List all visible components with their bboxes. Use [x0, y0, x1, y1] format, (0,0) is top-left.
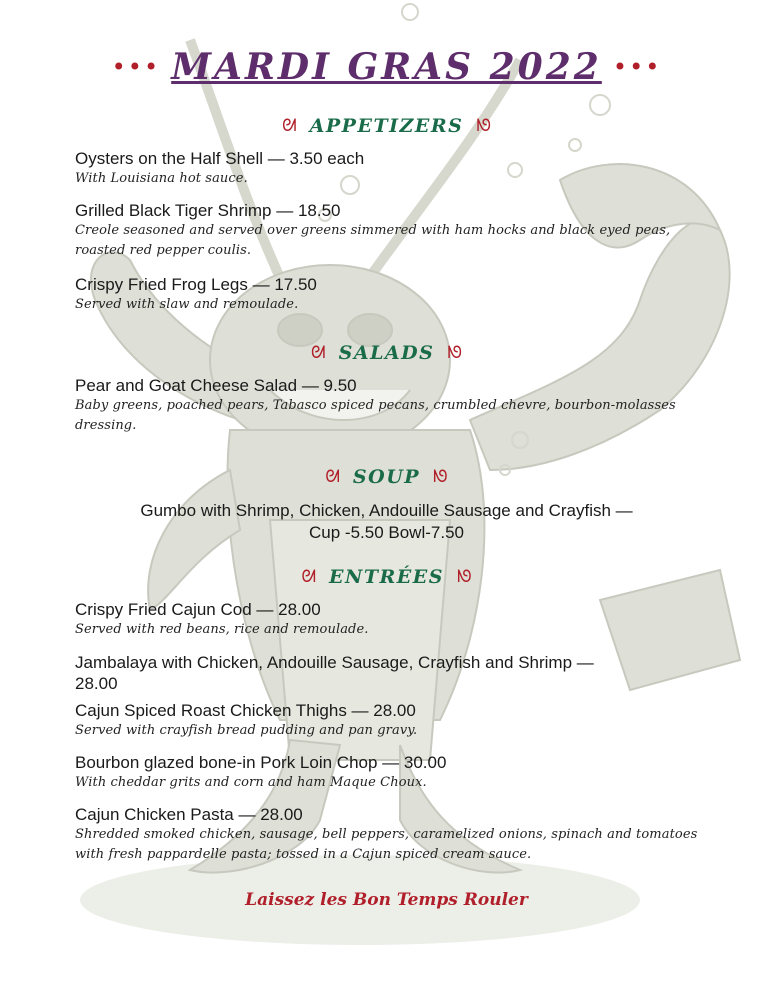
- tagline: Laissez les Bon Temps Rouler: [245, 890, 528, 910]
- item-name: Pear and Goat Cheese Salad — 9.50: [75, 376, 357, 395]
- menu-item: [75, 200, 715, 261]
- title-dots-left: •••: [111, 53, 161, 81]
- item-name: Jambalaya with Chicken, Andouille Sausage, Crayfish and Shrimp —: [75, 653, 594, 672]
- menu-item: [75, 700, 715, 741]
- section-heading-entrees: [0, 566, 773, 588]
- soup-item-name: Gumbo with Shrimp, Chicken, Andouille Sausage and Crayfish —: [140, 501, 633, 520]
- ornament-right-icon: ᘚ: [457, 567, 472, 587]
- item-name: Bourbon glazed bone-in Pork Loin Chop — 30.00: [75, 753, 447, 772]
- soup-item-prices: Cup -5.50 Bowl-7.50: [309, 523, 464, 542]
- item-description: With Louisiana hot sauce.: [75, 171, 248, 186]
- section-title: SOUP: [352, 466, 421, 488]
- item-description: Shredded smoked chicken, sausage, bell peppers, caramelized onions, spinach and tomatoes with fresh pappardelle pasta; tossed in a Cajun spiced cream sauce.: [75, 827, 698, 862]
- title-dots-right: •••: [612, 53, 662, 81]
- item-description: Served with red beans, rice and remoulade.: [75, 622, 369, 637]
- item-name: Grilled Black Tiger Shrimp — 18.50: [75, 201, 341, 220]
- ornament-right-icon: ᘚ: [433, 467, 448, 487]
- ornament-left-icon: ᘛ: [282, 116, 297, 136]
- ornament-left-icon: ᘛ: [311, 343, 326, 363]
- menu-item: [75, 148, 715, 189]
- menu-item: [75, 375, 715, 436]
- item-description: Served with crayfish bread pudding and pan gravy.: [75, 723, 418, 738]
- item-name: Crispy Fried Frog Legs — 17.50: [75, 275, 317, 294]
- menu-item: [75, 652, 715, 694]
- ornament-left-icon: ᘛ: [301, 567, 316, 587]
- section-title: SALADS: [338, 342, 435, 364]
- section-title: APPETIZERS: [309, 115, 464, 137]
- menu-item: [75, 274, 715, 315]
- title-text: MARDI GRAS 2022: [171, 46, 602, 88]
- section-heading-appetizers: [0, 115, 773, 137]
- item-description: Baby greens, poached pears, Tabasco spiced pecans, crumbled chevre, bourbon-molasses dressing.: [75, 398, 676, 433]
- item-description: Creole seasoned and served over greens simmered with ham hocks and black eyed peas, roasted red pepper coulis.: [75, 223, 671, 258]
- ornament-right-icon: ᘚ: [476, 116, 491, 136]
- section-title: ENTRÉES: [329, 566, 444, 588]
- section-heading-salads: [0, 342, 773, 364]
- item-name: Oysters on the Half Shell — 3.50 each: [75, 149, 365, 168]
- menu-item: [75, 752, 715, 793]
- item-name: Crispy Fried Cajun Cod — 28.00: [75, 600, 321, 619]
- item-name: Cajun Spiced Roast Chicken Thighs — 28.00: [75, 701, 416, 720]
- menu-item: [75, 804, 715, 865]
- ornament-right-icon: ᘚ: [447, 343, 462, 363]
- menu-title: [0, 46, 773, 88]
- item-description: With cheddar grits and corn and ham Maque Choux.: [75, 775, 427, 790]
- item-name: Cajun Chicken Pasta — 28.00: [75, 805, 303, 824]
- section-heading-soup: [0, 466, 773, 488]
- ornament-left-icon: ᘛ: [325, 467, 340, 487]
- item-description: Served with slaw and remoulade.: [75, 297, 299, 312]
- menu-item: [75, 599, 715, 640]
- item-price: 28.00: [75, 674, 118, 693]
